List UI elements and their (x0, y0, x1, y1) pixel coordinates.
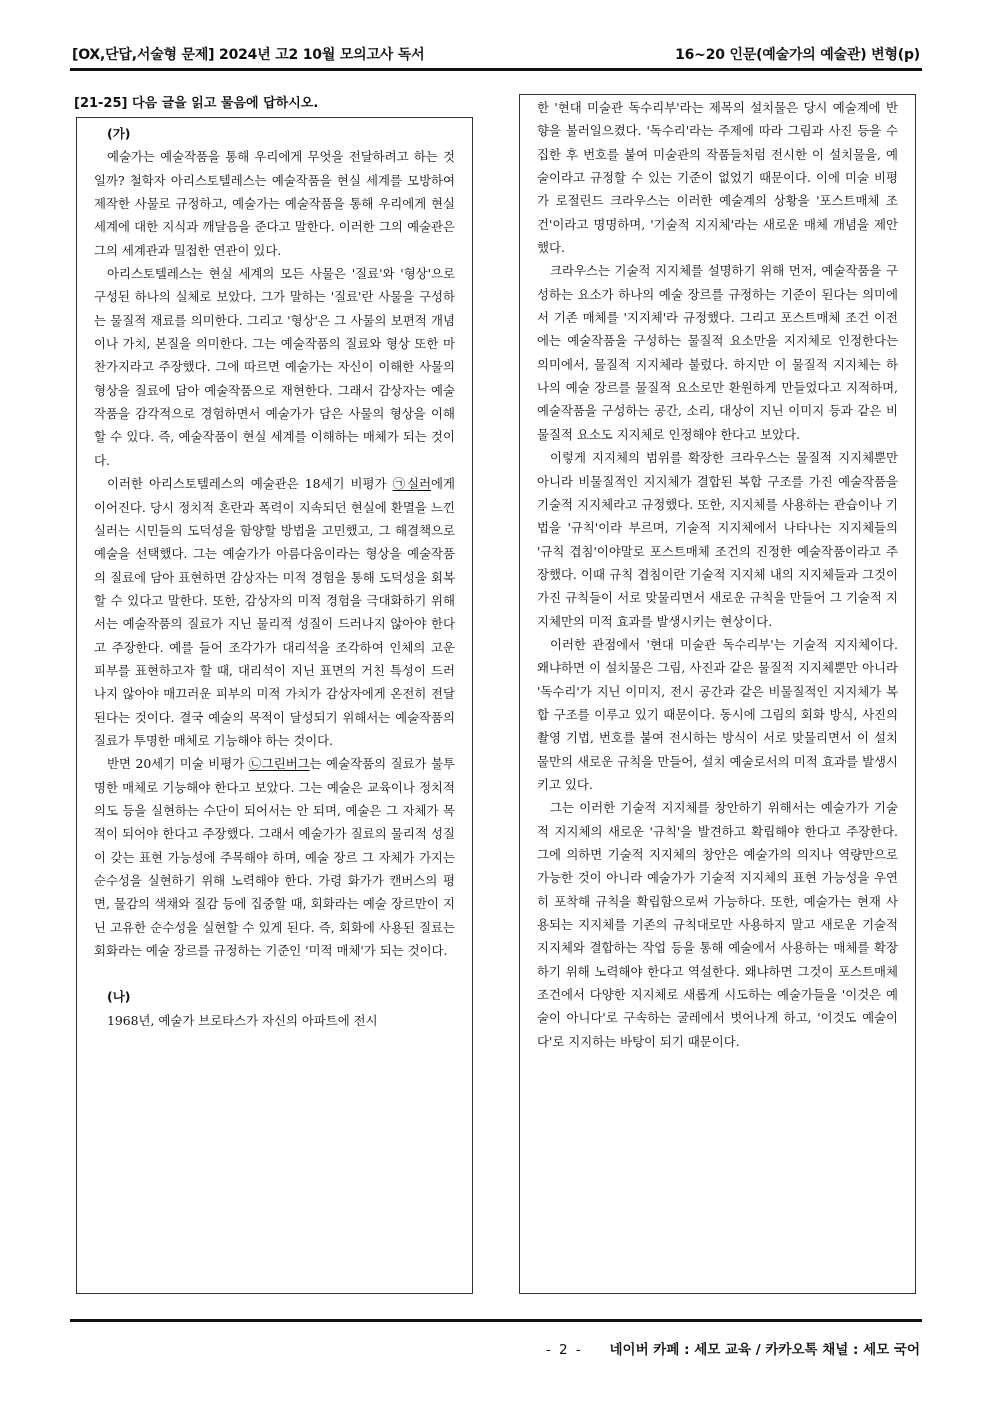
paragraph-4 (94, 752, 455, 962)
paragraph-5-continued: 한 '현대 미술관 독수리부'라는 제목의 설치물은 당시 예술계에 반향을 불러일으켰다. '독수리'라는 주제에 따라 그림과 사진 등을 수집한 후 번호를 붙여 미술관의 작품들처럼 전시한 이 설치물을, 예술이라고 규정할 수 있는 기준이 없었기 때문이다. 이에 미술 비평가 로절린드 크라우스는 이러한 예술계의 상황을 '포스트매체 조건'이라고 명명하며, '기술적 지지체'라는 새로운 매체 개념을 제안했다. (537, 100, 898, 256)
header-section: 16~20 인문(예술가의 예술관) 변형(p) (675, 47, 920, 63)
section-label-ga: (가) (107, 126, 131, 141)
paragraph-9: 그는 이러한 기술적 지지체를 창안하기 위해서는 예술가가 기술적 지지체의 새로운 '규칙'을 발견하고 확립해야 한다고 주장한다. 그에 의하면 기술적 지지체의 창안은 예술가의 의지나 역량만으로 가능한 것이 아니라 예술가가 기술적 지지체의 표현 가능성을 우연히 포착해 규칙을 확립함으로써 가능하다. 또한, 예술가는 현재 사용되는 지지체를 기존의 규칙대로만 사용하지 말고 새로운 기술적 지지체와 결합하는 작업 등을 통해 예술에서 사용하는 매체를 확장하기 위해 노력해야 한다고 역설한다. 왜냐하면 그것이 포스트매체 조건에서 다양한 지지체로 새롭게 시도하는 예술가들을 '이것은 예술이 아니다'로 구속하는 굴레에서 벗어나게 하고, '이것도 예술이다'로 지지하는 바탕이 되기 때문이다. (537, 800, 898, 1049)
paragraph-6: 크라우스는 기술적 지지체를 설명하기 위해 먼저, 예술작품을 구성하는 요소가 하나의 예술 장르를 규정하는 기준이 된다는 의미에서 기존 매체를 '지지체'라 규정했다. 그리고 포스트매체 조건 이전에는 예술작품을 구성하는 물질적 요소만을 지지체로 인정한다는 의미에서, 물질적 지지체라 불렀다. 하지만 이 물질적 지지체는 하나의 예술 장르를 물질적 요소로만 환원하게 만들었다고 지적하며, 예술작품을 구성하는 공간, 소리, 대상이 지닌 이미지 등과 같은 비물질적 요소도 지지체로 인정해야 한다고 보았다. (537, 263, 898, 442)
paragraph-4-rest: 는 예술작품의 질료가 불투명한 매체로 기능해야 한다고 보았다. 그는 예술은 교육이나 정치적 의도 등을 실현하는 수단이 되어서는 안 되며, 예술은 그 자체가 목적이 되어야 한다고 주장했다. 그래서 예술가가 질료의 물리적 성질이 갖는 표현 가능성에 주목해야 하며, 예술 장르 그 자체가 가지는 순수성을 실현하기 위해 노력해야 한다. 가령 화가가 캔버스의 평면, 물감의 색채와 질감 등에 집중할 때, 회화라는 예술 장르만이 지닌 고유한 순수성을 실현할 수 있게 된다. 즉, 회화에 사용된 질료는 회화라는 예술 장르를 규정하는 기준인 '미적 매체'가 되는 것이다. (94, 756, 456, 959)
paragraph-3-start: 이러한 아리스토텔레스의 예술관은 18세기 비평가 (107, 476, 393, 492)
page-number: - 2 - (545, 1342, 583, 1358)
marked-term-schiller: ㉠실러 (392, 476, 432, 492)
footer (546, 1338, 920, 1358)
paragraph-2: 아리스토텔레스는 현실 세계의 모든 사물은 '질료'와 '형상'으로 구성된 하나의 실체로 보았다. 그가 말하는 '질료'란 사물을 구성하는 물질적 재료를 의미한다. 그리고 '형상'은 그 사물의 보편적 개념이나 가치, 본질을 의미한다. 그는 예술작품의 질료와 형상 또한 마찬가지라고 주장했다. 그에 따르면 예술가는 자신이 이해한 사물의 형상을 질료에 담아 예술작품으로 재현한다. 그래서 감상자는 예술작품을 감각적으로 경험하면서 예술가가 담은 사물의 형상을 이해할 수 있다. 즉, 예술작품이 현실 세계를 이해하는 매체가 되는 것이다. (94, 266, 455, 468)
paragraph-7: 이렇게 지지체의 범위를 확장한 크라우스는 물질적 지지체뿐만 아니라 비물질적인 지지체가 결합된 복합 구조를 가진 예술작품을 기술적 지지체라고 규정했다. 또한, 지지체를 사용하는 관습이나 기법을 '규칙'이라 부르며, 기술적 지지체에서 나타나는 지지체들의 '규칙 겹침'이야말로 포스트매체 조건의 진정한 예술작품이라고 주장했다. 이때 규칙 겹침이란 기술적 지지체 내의 지지체들과 그것이 가진 규칙들이 서로 맞물리면서 새로운 규칙을 만들어 그 기술적 지지체만의 미적 효과를 발생시키는 현상이다. (537, 450, 898, 629)
paragraph-1: 예술가는 예술작품을 통해 우리에게 무엇을 전달하려고 하는 것일까? 철학자 아리스토텔레스는 예술작품을 현실 세계를 모방하여 제작한 사물로 규정하고, 예술가는 예술작품을 통해 우리에게 현실 세계에 대한 지식과 깨달음을 준다고 말한다. 이러한 그의 예술관은 그의 세계관과 밀접한 연관이 있다. (94, 149, 455, 258)
question-prompt: [21-25] 다음 글을 읽고 물음에 답하시오. (74, 96, 319, 111)
paragraph-3-rest: 에게 이어진다. 당시 정치적 혼란과 폭력이 지속되던 현실에 환멸을 느낀 실러는 시민들의 도덕성을 함양할 방법을 고민했고, 그 해결책으로 예술을 선택했다. 그는 예술가가 아름다움이라는 형상을 예술작품의 질료에 담아 표현하면 감상자는 미적 경험을 통해 도덕성을 회복할 수 있다고 말한다. 또한, 감상자의 미적 경험을 극대화하기 위해서는 예술작품의 질료가 지닌 물리적 성질이 드러나지 않아야 한다고 주장한다. 예를 들어 조각가가 대리석을 조각하여 인체의 고운 피부를 표현하고자 할 때, 대리석이 지닌 표면의 거친 특성이 드러나지 않아야 매끄러운 피부의 미적 가치가 감상자에게 온전히 전달된다는 것이다. 결국 예술의 목적이 달성되기 위해서는 예술작품의 질료가 투명한 매체로 기능해야 하는 것이다. (94, 476, 455, 748)
passage-left-column (76, 117, 473, 1294)
paragraph-5-start: 1968년, 예술가 브로타스가 자신의 아파트에 전시 (107, 1012, 378, 1028)
paragraph-3 (94, 472, 455, 752)
footer-rule (70, 1319, 922, 1322)
section-gap (94, 962, 455, 985)
header-rule (70, 68, 922, 71)
paragraph-8: 이러한 관점에서 '현대 미술관 독수리부'는 기술적 지지체이다. 왜냐하면 이 설치물은 그림, 사진과 같은 물질적 지지체뿐만 아니라 '독수리'가 지닌 이미지, 전시 공간과 같은 비물질적인 지지체가 복합 구조를 이루고 있기 때문이다. 동시에 그림의 회화 방식, 사진의 촬영 기법, 번호를 붙여 전시하는 방식이 서로 맞물리면서 이 설치물만의 새로운 규칙을 만들어, 설치 예술로서의 미적 효과를 발생시키고 있다. (537, 636, 898, 792)
marked-term-greenberg: ㉡그린버그 (248, 756, 310, 772)
passage-right-column (519, 94, 916, 1294)
header-title: [OX,단답,서술형 문제] 2024년 고2 10월 모의고사 독서 (72, 47, 425, 63)
footer-contact: 네이버 카페 : 세모 교육 / 카카오톡 채널 : 세모 국어 (609, 1342, 920, 1358)
section-label-na: (나) (107, 989, 131, 1005)
paragraph-4-start: 반면 20세기 미술 비평가 (107, 756, 249, 772)
